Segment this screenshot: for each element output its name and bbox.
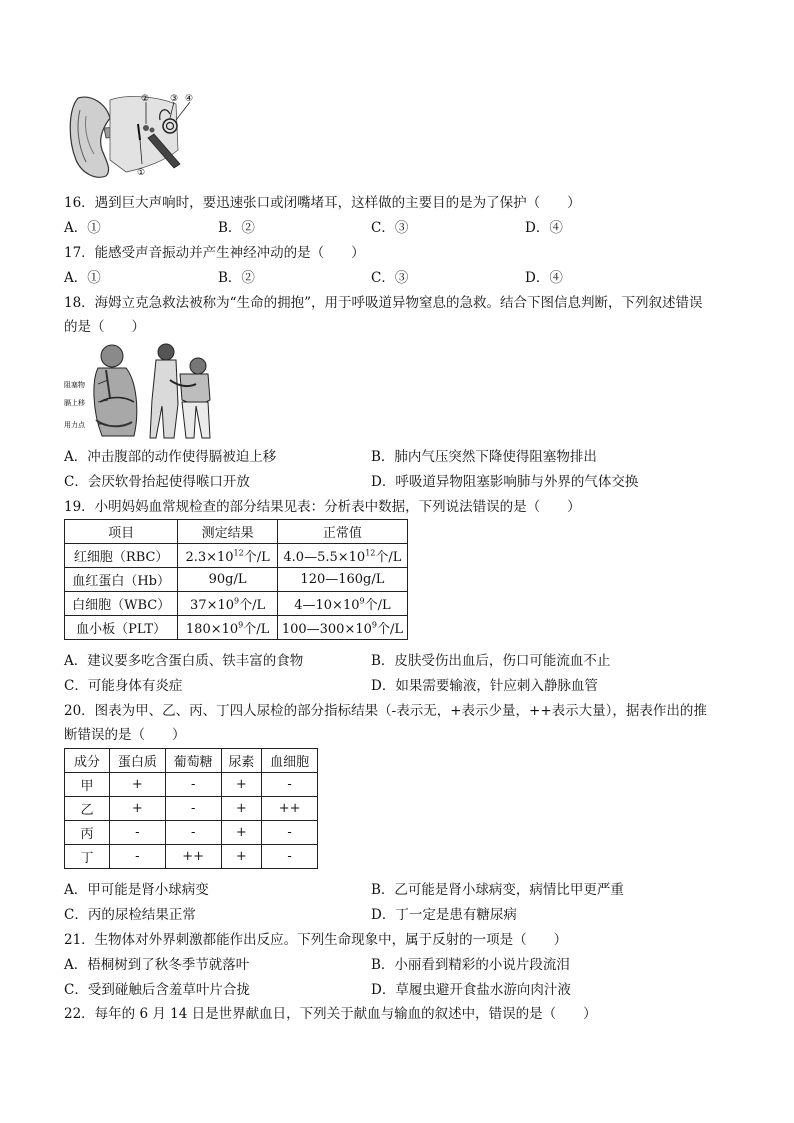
cell-result: $180\times 10^9$个/L (178, 616, 277, 640)
question-21: 21．生物体对外界刺激都能作出反应。下列生命现象中，属于反射的一项是（ ） (64, 932, 568, 948)
q21-option-b[interactable]: B．小丽看到精彩的小说片段流泪 (371, 957, 570, 973)
q16-option-c[interactable]: C．③ (371, 220, 409, 236)
question-18-line-1: 18．海姆立克急救法被称为“生命的拥抱”，用于呼吸道异物窒息的急救。结合下图信息判断，下列叙述错误 (64, 295, 703, 311)
cell-item: 红细胞（RBC） (65, 544, 178, 568)
cell-value: + (110, 773, 166, 797)
question-16: 16．遇到巨大声响时，要迅速张口或闭嘴堵耳，这样做的主要目的是为了保护（ ） (64, 195, 581, 211)
q16-option-d[interactable]: D．④ (525, 220, 563, 236)
question-17: 17．能感受声音振动并产生神经冲动的是（ ） (64, 245, 365, 261)
header-item: 项目 (65, 520, 178, 544)
table-row (65, 821, 318, 845)
q21-option-c[interactable]: C．受到碰触后含羞草叶片合拢 (64, 982, 250, 998)
cell-item: 白细胞（WBC） (65, 592, 178, 616)
ear-structure-figure (66, 90, 208, 182)
heimlich-label-diaphragm: 膈上移 (64, 399, 85, 407)
table-row (65, 544, 408, 568)
ear-label-3: ③ (170, 94, 179, 104)
q16-option-a[interactable]: A．① (64, 220, 101, 236)
cell-value: ++ (165, 845, 221, 869)
heimlich-label-obstruction: 阻塞物 (64, 381, 85, 389)
q21-option-a[interactable]: A．梧桐树到了秋冬季节就落叶 (64, 957, 250, 973)
header-blood-cells: 血细胞 (262, 749, 318, 773)
cell-normal: $100—300\times 10^9$个/L (277, 616, 407, 640)
heimlich-figure (62, 340, 214, 440)
cell-value: - (165, 797, 221, 821)
cell-value: + (110, 797, 166, 821)
cell-result: 90g/L (178, 568, 277, 592)
cell-value: + (221, 821, 262, 845)
q21-option-d[interactable]: D．草履虫避开食盐水游向肉汁液 (371, 982, 571, 998)
cell-value: - (262, 773, 318, 797)
cell-normal: $4.0—5.5\times 10^{12}$个/L (277, 544, 407, 568)
q19-option-b[interactable]: B．皮肤受伤出血后，伤口可能流血不止 (371, 653, 611, 669)
table-row (65, 616, 408, 640)
q19-option-c[interactable]: C．可能身体有炎症 (64, 678, 183, 694)
blood-test-table (64, 519, 408, 640)
header-urea: 尿素 (221, 749, 262, 773)
table-header-row (65, 520, 408, 544)
cell-item: 血小板（PLT） (65, 616, 178, 640)
header-result: 测定结果 (178, 520, 277, 544)
question-19: 19．小明妈妈血常规检查的部分结果见表：分析表中数据，下列说法错误的是（ ） (64, 499, 581, 515)
cell-result: $37\times 10^9$个/L (178, 592, 277, 616)
q19-option-d[interactable]: D．如果需要输液，针应刺入静脉血管 (371, 678, 598, 694)
question-20-line-1: 20．图表为甲、乙、丙、丁四人尿检的部分指标结果（-表示无，+表示少量，++表示大量），据表作出的推 (64, 703, 707, 719)
q20-option-c[interactable]: C．丙的尿检结果正常 (64, 907, 196, 923)
ear-label-1: ① (137, 168, 146, 178)
q20-option-b[interactable]: B．乙可能是肾小球病变，病情比甲更严重 (371, 882, 624, 898)
header-glucose: 葡萄糖 (165, 749, 221, 773)
table-row (65, 773, 318, 797)
cell-value: + (221, 845, 262, 869)
urine-test-table (64, 748, 318, 869)
table-row (65, 845, 318, 869)
cell-person: 乙 (65, 797, 110, 821)
cell-item: 血红蛋白（Hb） (65, 568, 178, 592)
q18-option-b[interactable]: B．肺内气压突然下降使得阻塞物排出 (371, 449, 597, 465)
heimlich-label-force-point: 用力点 (64, 421, 85, 429)
cell-person: 甲 (65, 773, 110, 797)
ear-label-2: ② (141, 94, 150, 104)
header-protein: 蛋白质 (110, 749, 166, 773)
table-header-row (65, 749, 318, 773)
cell-normal: 120—160g/L (277, 568, 407, 592)
question-18-line-2: 的是（ ） (64, 319, 145, 335)
cell-value: ++ (262, 797, 318, 821)
table-row (65, 568, 408, 592)
cell-person: 丙 (65, 821, 110, 845)
q19-option-a[interactable]: A．建议要多吃含蛋白质、铁丰富的食物 (64, 653, 304, 669)
question-22: 22．每年的 6 月 14 日是世界献血日，下列关于献血与输血的叙述中，错误的是（ ） (64, 1006, 597, 1022)
table-row (65, 592, 408, 616)
q20-option-d[interactable]: D．丁一定是患有糖尿病 (371, 907, 517, 923)
cell-value: - (165, 821, 221, 845)
cell-person: 丁 (65, 845, 110, 869)
q20-option-a[interactable]: A．甲可能是肾小球病变 (64, 882, 209, 898)
cell-value: + (221, 797, 262, 821)
cell-value: - (165, 773, 221, 797)
cell-value: - (110, 821, 166, 845)
q18-option-a[interactable]: A．冲击腹部的动作使得膈被迫上移 (64, 449, 277, 465)
q17-option-c[interactable]: C．③ (371, 270, 409, 286)
q17-option-b[interactable]: B．② (218, 270, 255, 286)
cell-value: + (221, 773, 262, 797)
question-20-line-2: 断错误的是（ ） (64, 727, 186, 743)
table-row (65, 797, 318, 821)
header-normal: 正常值 (277, 520, 407, 544)
cell-result: $2.3\times 10^{12}$个/L (178, 544, 277, 568)
cell-value: - (262, 821, 318, 845)
header-component: 成分 (65, 749, 110, 773)
ear-label-4: ④ (185, 94, 194, 104)
q18-option-d[interactable]: D．呼吸道异物阻塞影响肺与外界的气体交换 (371, 474, 639, 490)
q17-option-d[interactable]: D．④ (525, 270, 563, 286)
q17-option-a[interactable]: A．① (64, 270, 101, 286)
cell-value: - (110, 845, 166, 869)
cell-normal: $4—10\times 10^9$个/L (277, 592, 407, 616)
cell-value: - (262, 845, 318, 869)
q16-option-b[interactable]: B．② (218, 220, 255, 236)
q18-option-c[interactable]: C．会厌软骨抬起使得喉口开放 (64, 474, 250, 490)
